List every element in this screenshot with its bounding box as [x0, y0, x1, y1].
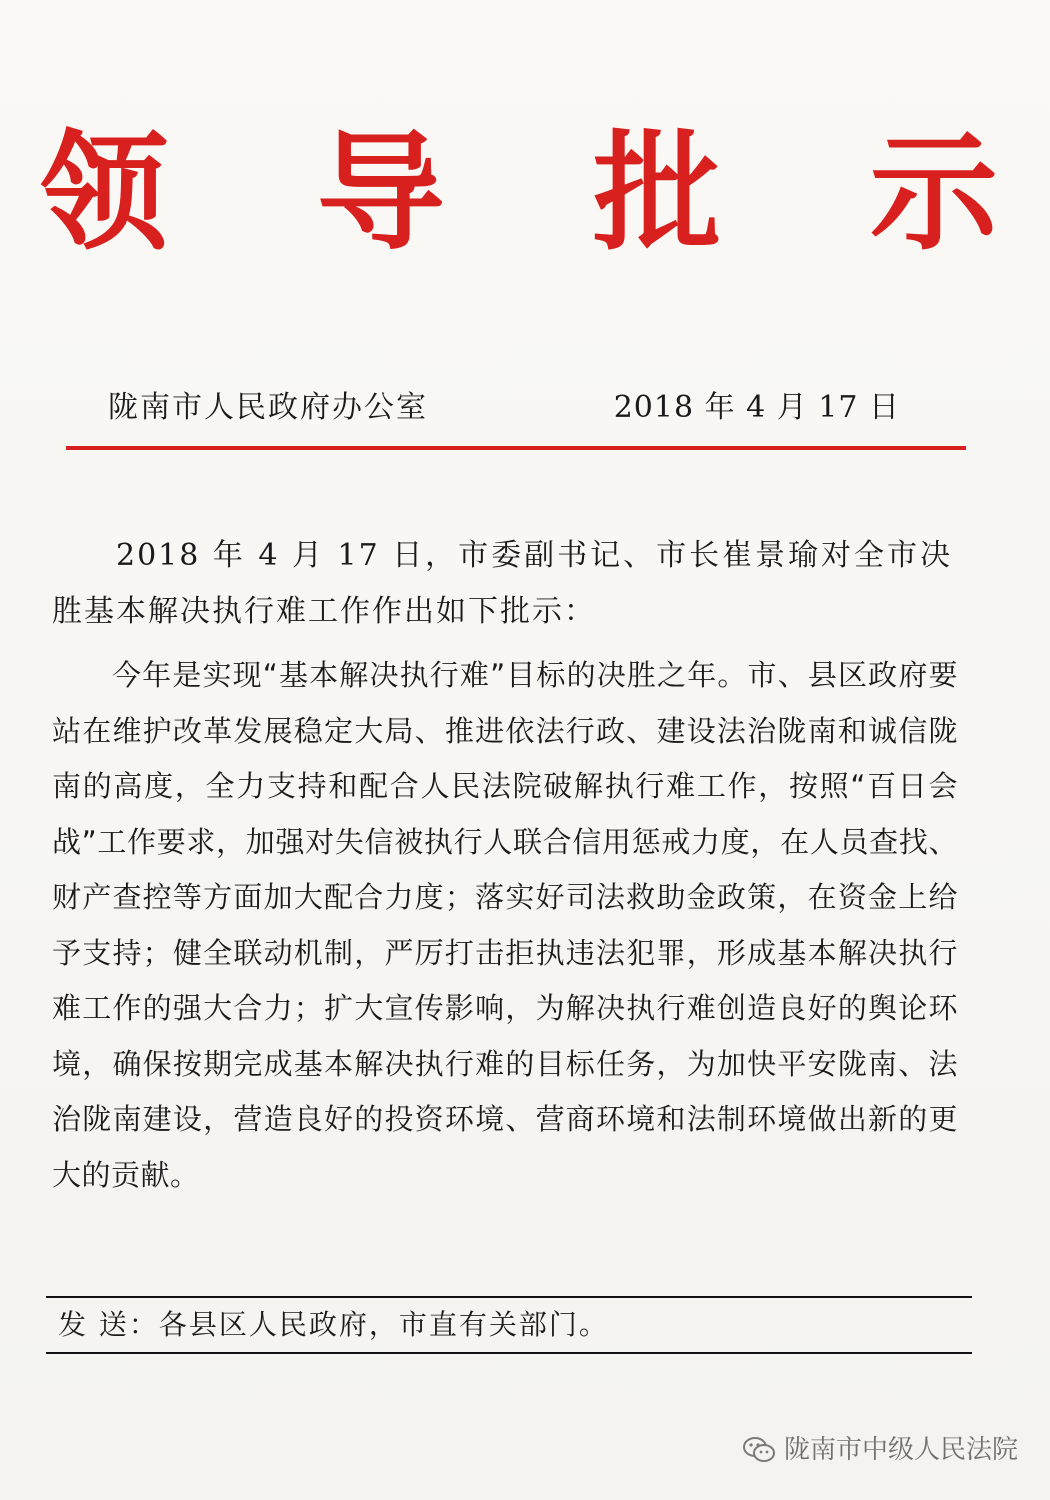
footer-top-rule	[46, 1296, 972, 1298]
distribution-line: 发 送：各县区人民政府，市直有关部门。	[58, 1308, 609, 1341]
intro-paragraph: 2018 年 4 月 17 日，市委副书记、市长崔景瑜对全市决胜基本解决执行难工作作出如下批示：	[52, 538, 952, 629]
footer-bottom-rule	[46, 1352, 972, 1354]
document-title: 领 导 批 示	[40, 118, 1050, 268]
red-header-divider	[66, 446, 966, 450]
issuing-office: 陇南市人民政府办公室	[108, 390, 428, 425]
issue-date: 2018 年 4 月 17 日	[613, 390, 900, 425]
wechat-watermark	[742, 1432, 1018, 1468]
wechat-icon	[742, 1435, 776, 1465]
instruction-body: 今年是实现“基本解决执行难”目标的决胜之年。市、县区政府要站在维护改革发展稳定大局、推进依法行政、建设法治陇南和诚信陇南的高度，全力支持和配合人民法院破解执行难工作，按照“百日会战”工作要求，加强对失信被执行人联合信用惩戒力度，在人员查找、财产查控等方面加大配合力度；落实好司法救助金政策，在资金上给予支持；健全联动机制，严厉打击拒执违法犯罪，形成基本解决执行难工作的强大合力；扩大宣传影响，为解决执行难创造良好的舆论环境，确保按期完成基本解决执行难的目标任务，为加快平安陇南、法治陇南建设，营造良好的投资环境、营商环境和法制环境做出新的更大的贡献。	[52, 658, 958, 1192]
watermark-text: 陇南市中级人民法院	[783, 1435, 1018, 1465]
